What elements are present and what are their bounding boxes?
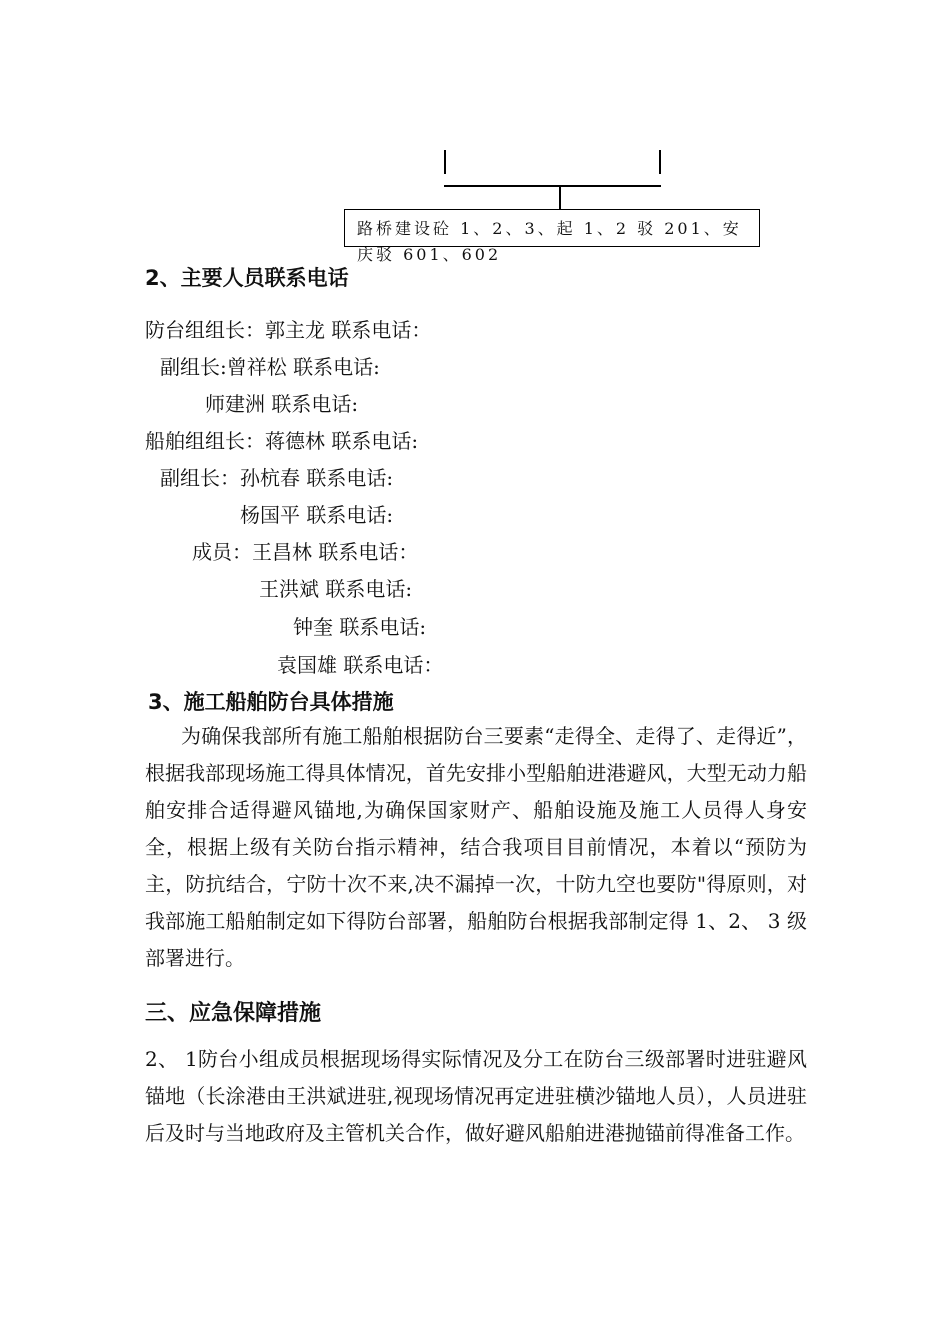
contact-line: 王洪斌 联系电话: (259, 577, 413, 601)
contact-line: 副组长:曾祥松 联系电话: (160, 355, 380, 379)
chart-box-text: 路桥建设砼 1、2、3、起 1、2 驳 201、安庆驳 601、602 (357, 219, 742, 264)
section-3-heading: 3、施工船舶防台具体措施 (148, 690, 394, 714)
emergency-measures-heading: 三、应急保障措施 (145, 1001, 322, 1026)
contact-line: 成员：王昌林 联系电话： (192, 540, 419, 564)
section-3-paragraph: 为确保我部所有施工船舶根据防台三要素“走得全、走得了、走得近”，根据我部现场施工得具体情况，首先安排小型船舶进港避风，大型无动力船舶安排合适得避风锚地,为确保国家财产、船舶设施及施工人员得人身安全，根据上级有关防台指示精神，结合我项目目前情况，本着以“预防为主，防抗结合，宁防十次不来,决不漏掉一次，十防九空也要防"得原则，对我部施工船舶制定如下得防台部署，船舶防台根据我部制定得 1、2、 3 级部署进行。 (145, 724, 807, 970)
contact-line: 副组长：孙杭春 联系电话: (160, 466, 394, 490)
chart-line-horizontal (444, 185, 661, 187)
chart-line-right-vertical (659, 150, 661, 174)
section-2-heading: 2、主要人员联系电话 (145, 266, 349, 290)
chart-line-left-vertical (444, 150, 446, 174)
contact-line: 袁国雄 联系电话： (277, 653, 444, 677)
contact-line: 钟奎 联系电话: (293, 615, 427, 639)
contact-line: 杨国平 联系电话: (240, 503, 394, 527)
contact-line: 船舶组组长：蒋德林 联系电话: (145, 429, 419, 453)
emergency-measures-paragraph: 2、 1防台小组成员根据现场得实际情况及分工在防台三级部署时进驻避风锚地（长涂港由王洪斌进驻,视现场情况再定进驻横沙锚地人员），人员进驻后及时与当地政府及主管机关合作，做好避风船舶进港抛锚前得准备工作。 (145, 1047, 807, 1145)
chart-line-connector (559, 186, 561, 209)
chart-box (344, 209, 760, 264)
contact-line: 防台组组长：郭主龙 联系电话： (145, 318, 432, 342)
contact-line: 师建洲 联系电话: (205, 392, 359, 416)
